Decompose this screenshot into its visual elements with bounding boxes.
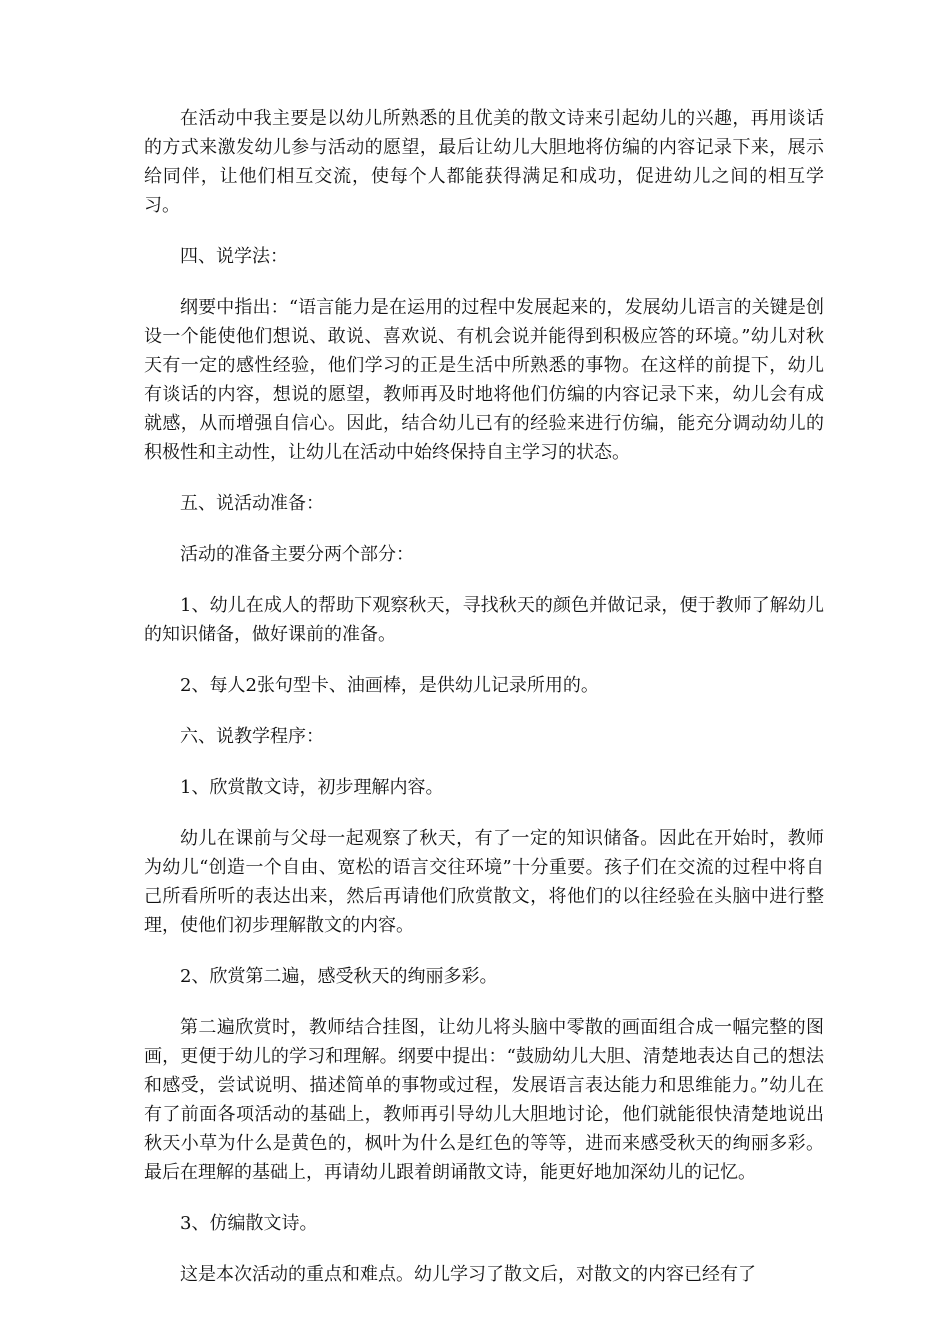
paragraph-step-2-body: 第二遍欣赏时，教师结合挂图，让幼儿将头脑中零散的画面组合成一幅完整的图画，更便于幼儿的学习和理解。纲要中提出：“鼓励幼儿大胆、清楚地表达自己的想法和感受，尝试说明、描述简单的事物或过程，发展语言表达能力和思维能力。”幼儿在有了前面各项活动的基础上，教师再引导幼儿大胆地讨论，他们就能很快清楚地说出秋天小草为什么是黄色的，枫叶为什么是红色的等等，进而来感受秋天的绚丽多彩。最后在理解的基础上，再请幼儿跟着朗诵散文诗，能更好地加深幼儿的记忆。 [144,1017,824,1183]
paragraph-preparation-item-1: 1、幼儿在成人的帮助下观察秋天，寻找秋天的颜色并做记录，便于教师了解幼儿的知识储备，做好课前的准备。 [144,595,824,645]
paragraph-activity-approach: 在活动中我主要是以幼儿所熟悉的且优美的散文诗来引起幼儿的兴趣，再用谈话的方式来激发幼儿参与活动的愿望，最后让幼儿大胆地将仿编的内容记录下来，展示给同伴，让他们相互交流，使每个人都能获得满足和成功，促进幼儿之间的相互学习。 [144,108,824,216]
section-heading-learning-method: 四、说学法： [180,246,288,267]
document-page [144,104,824,1311]
section-heading-activity-preparation: 五、说活动准备： [180,493,324,514]
section-heading-teaching-procedure: 六、说教学程序： [180,726,324,747]
paragraph-preparation-item-2: 2、每人2张句型卡、油画棒，是供幼儿记录所用的。 [180,675,599,696]
paragraph-step-2-title: 2、欣赏第二遍，感受秋天的绚丽多彩。 [180,966,498,987]
paragraph-step-3-body: 这是本次活动的重点和难点。幼儿学习了散文后，对散文的内容已经有了 [180,1264,756,1285]
paragraph-step-3-title: 3、仿编散文诗。 [180,1213,318,1234]
paragraph-step-1-title: 1、欣赏散文诗，初步理解内容。 [180,777,444,798]
paragraph-preparation-intro: 活动的准备主要分两个部分： [180,544,414,565]
paragraph-step-1-body: 幼儿在课前与父母一起观察了秋天，有了一定的知识储备。因此在开始时，教师为幼儿“创造一个自由、宽松的语言交往环境”十分重要。孩子们在交流的过程中将自己所看所听的表达出来，然后再请他们欣赏散文，将他们的以往经验在头脑中进行整理，使他们初步理解散文的内容。 [144,828,824,936]
paragraph-learning-method: 纲要中指出：“语言能力是在运用的过程中发展起来的，发展幼儿语言的关键是创设一个能使他们想说、敢说、喜欢说、有机会说并能得到积极应答的环境。”幼儿对秋天有一定的感性经验，他们学习的正是生活中所熟悉的事物。在这样的前提下，幼儿有谈话的内容，想说的愿望，教师再及时地将他们仿编的内容记录下来，幼儿会有成就感，从而增强自信心。因此，结合幼儿已有的经验来进行仿编，能充分调动幼儿的积极性和主动性，让幼儿在活动中始终保持自主学习的状态。 [144,297,824,463]
